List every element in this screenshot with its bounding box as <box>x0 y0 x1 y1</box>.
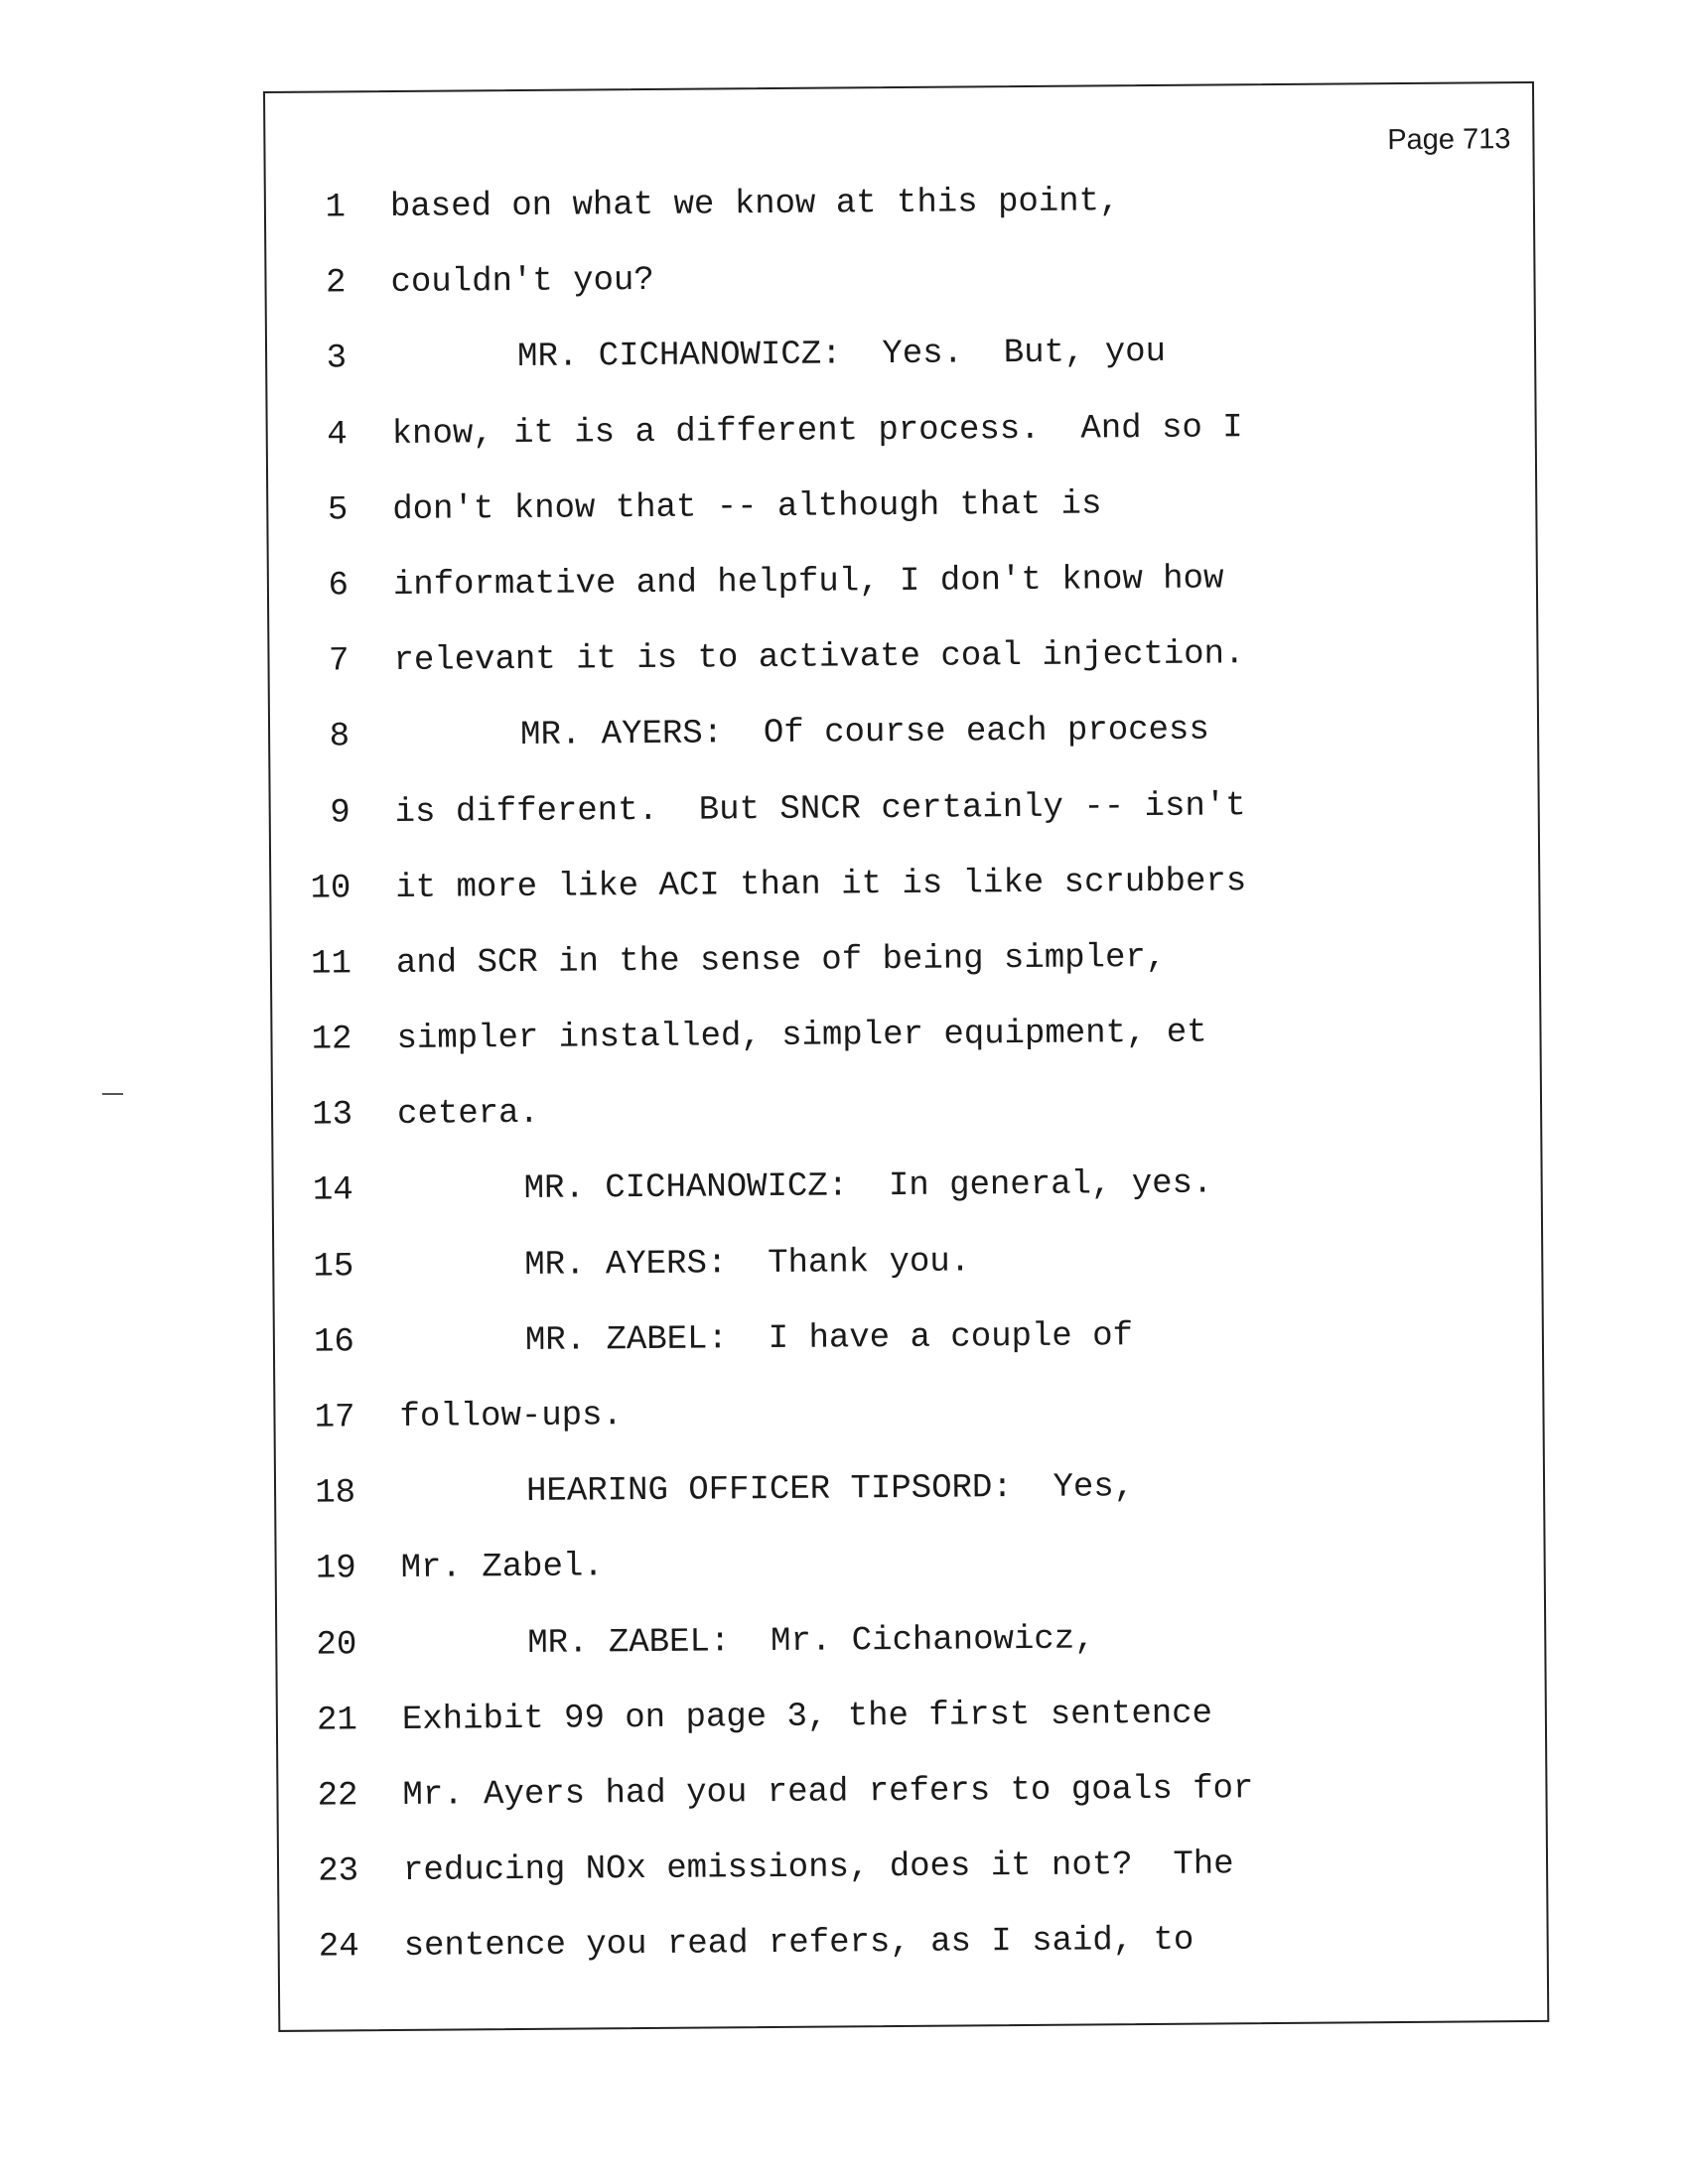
line-number: 1 <box>325 189 347 227</box>
line-text: Exhibit 99 on page 3, the first sentence <box>401 1695 1213 1739</box>
line-text: Mr. Zabel. <box>400 1548 604 1588</box>
transcript-body <box>296 161 1521 1985</box>
line-text: is different. But SNCR certainly -- isn't <box>394 786 1246 832</box>
line-text: reducing NOx emissions, does it not? The <box>402 1845 1234 1891</box>
transcript-line <box>297 388 1509 474</box>
line-text: based on what we know at this point, <box>389 183 1120 226</box>
transcript-line <box>306 1446 1518 1532</box>
transcript-line <box>298 464 1510 549</box>
line-text: MR. ZABEL: I have a couple of <box>524 1316 1134 1360</box>
line-number: 18 <box>315 1474 356 1513</box>
line-text: Mr. Ayers had you read refers to goals for <box>402 1770 1254 1815</box>
line-number: 6 <box>328 567 350 606</box>
transcript-line <box>306 1522 1518 1607</box>
line-text: relevant it is to activate coal injection. <box>393 635 1245 681</box>
transcript-line <box>301 842 1513 927</box>
transcript-line <box>309 1825 1521 1910</box>
line-number: 8 <box>329 718 351 756</box>
line-number: 12 <box>311 1021 352 1059</box>
line-number: 4 <box>327 415 348 455</box>
line-number: 5 <box>327 491 349 530</box>
transcript-line <box>300 766 1512 852</box>
line-number: 14 <box>312 1171 353 1211</box>
line-number: 10 <box>310 870 351 908</box>
transcript-line <box>303 1145 1515 1230</box>
line-number: 22 <box>317 1777 358 1816</box>
line-text: couldn't you? <box>390 262 654 303</box>
line-text: know, it is a different process. And so I <box>391 408 1243 454</box>
line-text: and SCR in the sense of being simpler, <box>395 938 1167 983</box>
transcript-line <box>308 1674 1520 1759</box>
transcript-line <box>297 313 1509 398</box>
transcript-line <box>296 161 1508 246</box>
line-text: follow-ups. <box>399 1397 624 1436</box>
line-number: 19 <box>315 1550 356 1589</box>
line-text: MR. CICHANOWICZ: In general, yes. <box>523 1164 1213 1209</box>
line-number: 24 <box>318 1928 359 1967</box>
line-number: 20 <box>316 1625 357 1665</box>
line-number: 13 <box>312 1096 353 1135</box>
transcript-line <box>304 1220 1516 1305</box>
line-number: 17 <box>314 1399 355 1437</box>
line-text: don't know that -- although that is <box>392 485 1102 529</box>
line-text: cetera. <box>396 1095 540 1135</box>
transcript-line <box>305 1296 1517 1381</box>
margin-mark <box>102 1093 123 1095</box>
line-text: simpler installed, simpler equipment, et <box>396 1014 1207 1059</box>
line-number: 3 <box>326 340 348 378</box>
transcript-line <box>302 917 1514 1003</box>
transcript-line <box>302 993 1514 1078</box>
line-text: informative and helpful, I don't know how <box>392 560 1224 605</box>
transcript-line <box>300 690 1512 775</box>
transcript-line <box>305 1371 1517 1456</box>
line-text: sentence you read refers, as I said, to <box>403 1922 1194 1967</box>
line-text: MR. AYERS: Thank you. <box>524 1243 971 1285</box>
transcript-line <box>308 1749 1520 1835</box>
line-text: it more like ACI than it is like scrubbers <box>395 862 1247 907</box>
transcript-line <box>303 1068 1515 1154</box>
transcript-line <box>299 539 1511 624</box>
transcript-line <box>299 614 1511 700</box>
line-text: HEARING OFFICER TIPSORD: Yes, <box>525 1468 1135 1512</box>
transcript-page <box>263 81 1549 2032</box>
line-number: 23 <box>318 1852 359 1891</box>
transcript-line <box>307 1598 1519 1684</box>
line-number: 7 <box>328 642 350 681</box>
line-number: 21 <box>316 1702 358 1740</box>
line-number: 16 <box>313 1323 355 1362</box>
line-number: 11 <box>310 945 352 984</box>
page-number: Page 713 <box>1387 123 1511 157</box>
line-number: 9 <box>330 793 351 832</box>
line-number: 2 <box>325 264 347 303</box>
transcript-line <box>309 1900 1521 1985</box>
line-text: MR. CICHANOWICZ: Yes. But, you <box>516 334 1167 377</box>
line-text: MR. AYERS: Of course each process <box>519 711 1209 755</box>
line-number: 15 <box>313 1247 354 1287</box>
transcript-line <box>296 236 1508 322</box>
line-text: MR. ZABEL: Mr. Cichanowicz, <box>527 1620 1095 1663</box>
